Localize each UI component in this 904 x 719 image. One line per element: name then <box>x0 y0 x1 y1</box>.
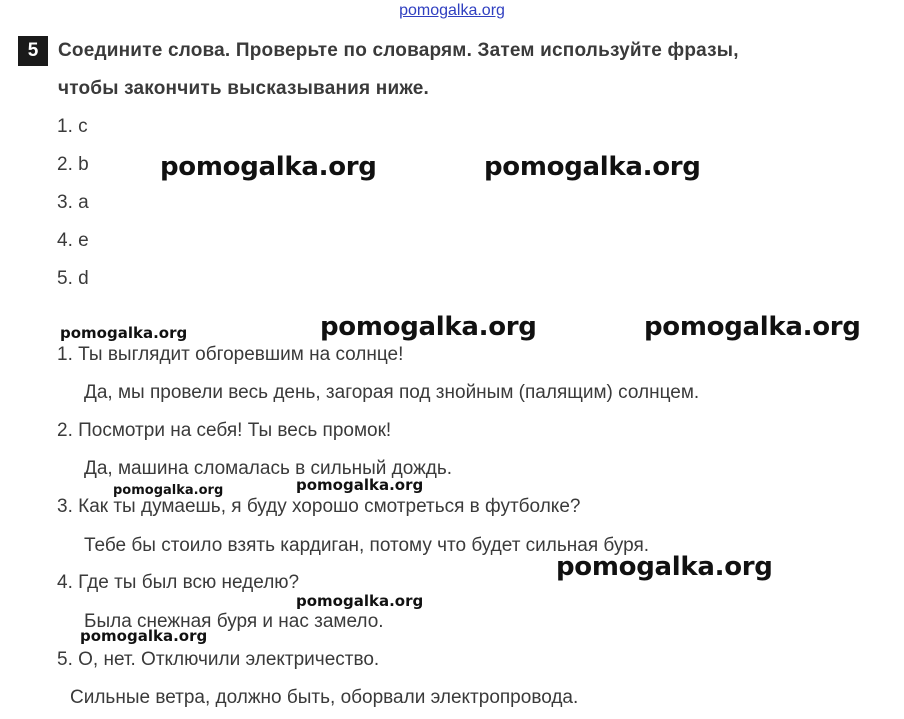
dialogue-answer: Да, машина сломалась в сильный дождь. <box>84 458 453 479</box>
dialogue-answer: Да, мы провели весь день, загорая под знойным (палящим) солнцем. <box>84 382 700 403</box>
dialogue-question: 3. Как ты думаешь, я буду хорошо смотреться в футболке? <box>57 496 581 517</box>
answer-item: 5. d <box>57 268 89 289</box>
watermark: pomogalka.org <box>296 592 424 610</box>
task-heading-line-2: чтобы закончить высказывания ниже. <box>58 78 430 99</box>
answer-item: 3. a <box>57 192 89 213</box>
dialogue-question: 1. Ты выглядит обгоревшим на солнце! <box>57 344 404 365</box>
watermark: pomogalka.org <box>644 312 861 342</box>
watermark: pomogalka.org <box>160 152 377 182</box>
watermark: pomogalka.org <box>484 152 701 182</box>
answer-item: 1. c <box>57 116 88 137</box>
answer-item: 2. b <box>57 154 89 175</box>
dialogue-question: 4. Где ты был всю неделю? <box>57 572 300 593</box>
watermark: pomogalka.org <box>556 552 773 582</box>
dialogue-answer: Сильные ветра, должно быть, оборвали электропровода. <box>70 687 579 708</box>
watermark: pomogalka.org <box>80 627 208 645</box>
watermark: pomogalka.org <box>113 483 224 498</box>
task-heading-line-1: Соедините слова. Проверьте по словарям. Затем используйте фразы, <box>58 40 739 61</box>
task-number-badge: 5 <box>18 36 48 66</box>
dialogue-answer: Тебе бы стоило взять кардиган, потому что будет сильная буря. <box>84 535 650 556</box>
dialogue-question: 2. Посмотри на себя! Ты весь промок! <box>57 420 392 441</box>
watermark: pomogalka.org <box>60 324 188 342</box>
dialogue-question: 5. О, нет. Отключили электричество. <box>57 649 380 670</box>
watermark: pomogalka.org <box>320 312 537 342</box>
top-watermark-link[interactable]: pomogalka.org <box>399 2 505 19</box>
answer-item: 4. e <box>57 230 89 251</box>
dialogue-answer: Была снежная буря и нас замело. <box>84 611 384 632</box>
watermark: pomogalka.org <box>296 476 424 494</box>
